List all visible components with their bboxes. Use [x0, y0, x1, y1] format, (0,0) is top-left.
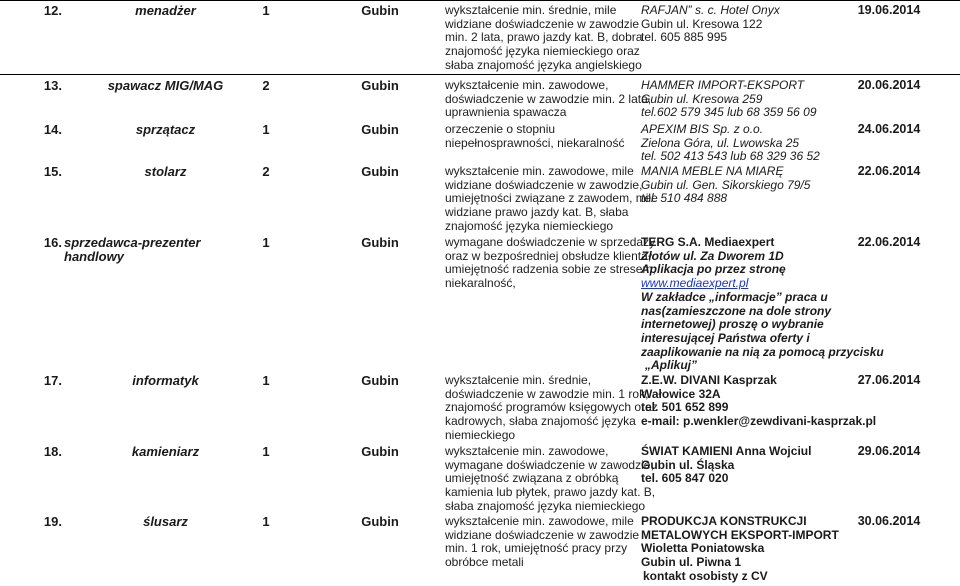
job-count: 2: [262, 164, 270, 179]
job-title: spawacz MIG/MAG: [107, 78, 224, 93]
employer-contact: Z.E.W. DIVANI Kasprzak Wałowice 32A tel. 501 652 899 e-mail: p.wenkler@zewdivani-kasprzak.pl: [641, 373, 877, 429]
job-count: 1: [262, 122, 270, 137]
employer-contact: RAFJAN” s. c. Hotel Onyx Gubin ul. Kresowa 122 tel. 605 885 995: [641, 3, 780, 45]
offer-date: 24.06.2014: [857, 122, 921, 136]
job-count: 1: [262, 444, 270, 459]
job-requirements: wykształcenie min. zawodowe, mile widziane doświadczenie w zawodzie min. 1 rok, umiejętność pracy przy obróbce metali: [445, 514, 640, 570]
row-number: 16.: [43, 235, 62, 250]
job-requirements: wykształcenie min. średnie, mile widziane doświadczenie w zawodzie min. 2 lata, prawo jazdy kat. B, dobra znajomość języka niemieckiego oraz słaba znajomość języka angielskiego: [445, 3, 643, 72]
job-town: Gubin: [361, 444, 399, 459]
employer-contact: APEXIM BIS Sp. z o.o. Zielona Góra, ul. Lwowska 25 tel. 502 413 543 lub 68 329 36 52: [641, 122, 820, 164]
job-requirements: orzeczenie o stopniu niepełnosprawności, niekaralność: [445, 122, 625, 150]
job-requirements: wymagane doświadczenie w sprzedaży oraz w bezpośredniej obsłudze klienta, umiejętność radzenia sobie ze stresem, niekaralność,: [445, 235, 656, 291]
job-title: informatyk: [132, 373, 199, 388]
mediaexpert-link[interactable]: www.mediaexpert.pl: [641, 276, 749, 291]
row-number: 18.: [43, 444, 62, 459]
employer-contact: ŚWIAT KAMIENI Anna Wojciul Gubin ul. Śląska tel. 605 847 020: [641, 444, 812, 486]
job-town: Gubin: [361, 3, 399, 18]
job-count: 1: [262, 235, 270, 250]
offer-date: 27.06.2014: [857, 373, 921, 387]
job-title: sprzedawca-prezenter handlowy: [64, 235, 201, 264]
row-number: 17.: [43, 373, 62, 388]
job-town: Gubin: [361, 164, 399, 179]
job-count: 1: [262, 373, 270, 388]
table-top-border: [0, 0, 960, 1]
employer-contact: PRODUKCJA KONSTRUKCJI METALOWYCH EKSPORT-IMPORT Wioletta Poniatowska Gubin ul. Piwna 1 kontakt osobisty z CV: [641, 514, 839, 583]
row-number: 14.: [43, 122, 62, 137]
job-title: ślusarz: [143, 514, 188, 529]
job-title: kamieniarz: [131, 444, 200, 459]
offer-date: 29.06.2014: [857, 444, 921, 458]
job-requirements: wykształcenie min. zawodowe, wymagane doświadczenie w zawodzie, umiejętność związana z obróbką kamienia lub płytek, prawo jazdy kat. B, słaba znajomość języka niemieckiego: [445, 444, 656, 513]
row-number: 19.: [43, 514, 62, 529]
offer-date: 22.06.2014: [857, 164, 921, 178]
job-title: sprzątacz: [135, 122, 196, 137]
job-title: menadżer: [135, 3, 196, 18]
employer-contact: HAMMER IMPORT-EKSPORT Gubin ul. Kresowa 259 tel.602 579 345 lub 68 359 56 09: [641, 78, 817, 120]
offer-date: 22.06.2014: [857, 235, 921, 249]
offer-date: 19.06.2014: [857, 3, 921, 17]
job-town: Gubin: [361, 373, 399, 388]
job-town: Gubin: [361, 235, 399, 250]
job-title: stolarz: [144, 164, 187, 179]
employer-contact: TERG S.A. Mediaexpert Złotów ul. Za Dworem 1D Aplikacja po przez stronę www.mediaexpert.pl W zakładce „informacje” praca u nas(zamieszczone na dole strony internetowej) proszę o wybranie interesującej Państwa oferty i zaaplikowanie na nią za pomocą przycisku „Aplikuj”: [641, 235, 884, 373]
row-number: 12.: [43, 3, 62, 18]
row-number: 13.: [43, 78, 62, 93]
job-town: Gubin: [361, 122, 399, 137]
job-town: Gubin: [361, 514, 399, 529]
job-town: Gubin: [361, 78, 399, 93]
employer-contact: MANIA MEBLE NA MIARĘ Gubin ul. Gen. Sikorskiego 79/5 tel. 510 484 888: [641, 164, 811, 206]
job-requirements: wykształcenie min. zawodowe, mile widziane doświadczenie w zawodzie, umiejętności związane z zawodem, mile widziane prawo jazdy kat. B, słaba znajomość języka niemieckiego: [445, 164, 658, 233]
job-count: 1: [262, 3, 270, 18]
row-divider: [0, 74, 960, 75]
offer-date: 20.06.2014: [857, 78, 921, 92]
job-count: 1: [262, 514, 270, 529]
row-number: 15.: [43, 164, 62, 179]
job-requirements: wykształcenie min. zawodowe, doświadczenie w zawodzie min. 2 lata, uprawnienia spawacza: [445, 78, 652, 120]
job-requirements: wykształcenie min. średnie, doświadczenie w zawodzie min. 1 rok, znajomość programów księgowych oraz kadrowych, słaba znajomość języka niemieckiego: [445, 373, 658, 442]
job-count: 2: [262, 78, 270, 93]
offer-date: 30.06.2014: [857, 514, 921, 528]
